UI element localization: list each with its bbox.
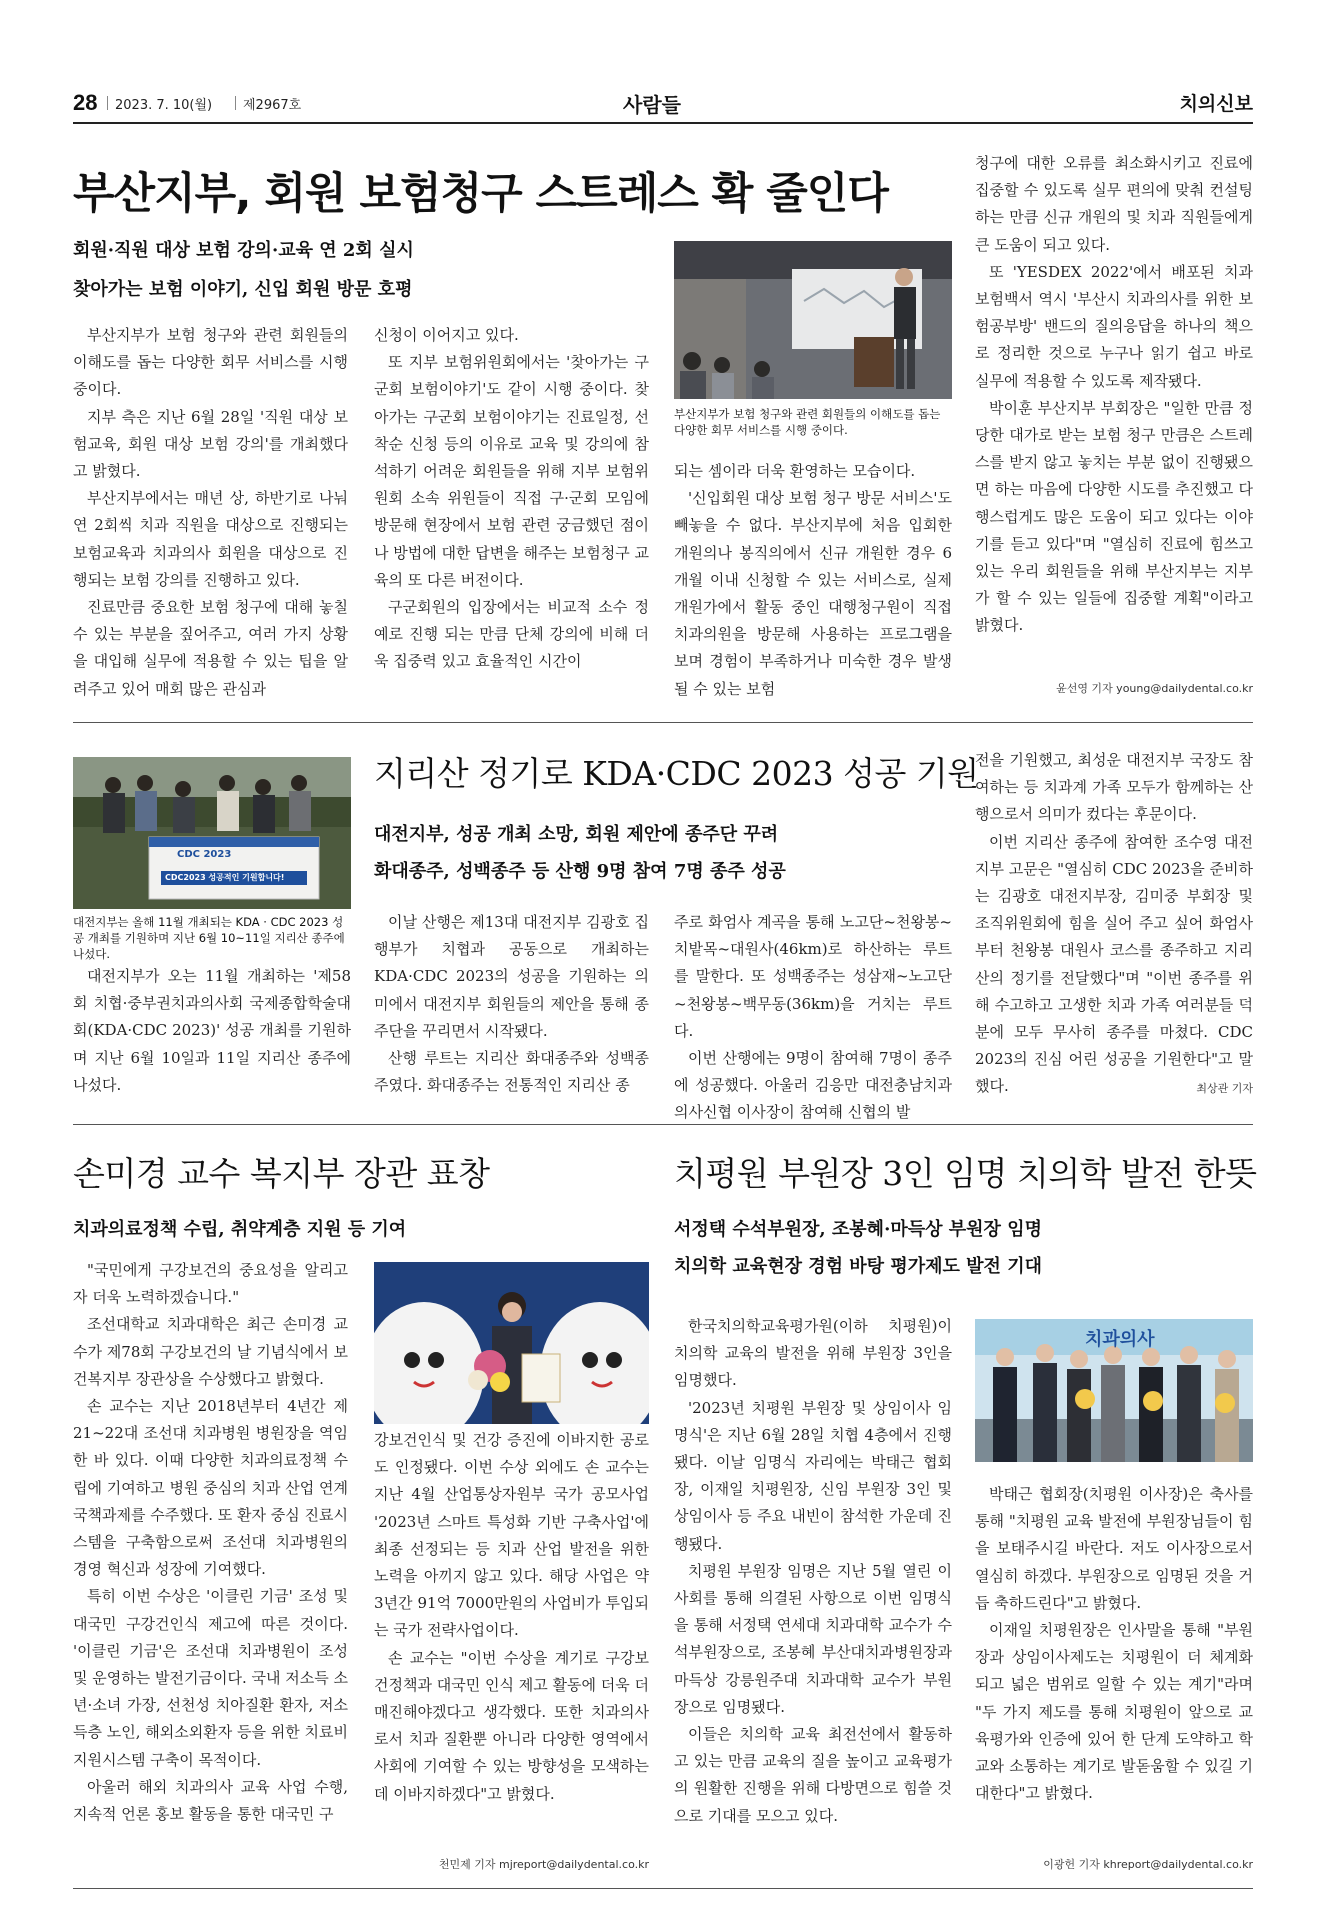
paragraph: '2023년 치평원 부원장 및 상임이사 임명식'은 지난 6월 28일 치협 4층에서 진행됐다. 이날 임명식 자리에는 박태근 협회장, 이재일 치평원장, 신임 부원장 3인 및 상임이사 등 주요 내빈이 참석한 가운데 진행됐다. <box>674 1398 952 1553</box>
article3-photo <box>374 1262 649 1424</box>
article2-subheadline: 대전지부, 성공 개최 소망, 회원 제안에 종주단 꾸려 <box>374 824 779 845</box>
paragraph: 부산지부에서는 매년 상, 하반기로 나눠 연 2회씩 치과 직원을 대상으로 진행되는 보험교육과 치과의사 회원을 대상으로 진행되는 보험 강의를 진행하고 있다. <box>73 489 348 589</box>
paragraph: 되는 셈이라 더욱 환영하는 모습이다. <box>674 462 916 480</box>
article1-subheadline: 찾아가는 보험 이야기, 신입 회원 방문 호평 <box>73 279 413 300</box>
paragraph: 이들은 치의학 교육 최전선에서 활동하고 있는 만큼 교육의 질을 높이고 교육평가의 원활한 진행을 위해 다방면으로 힘쓸 것으로 기대를 모으고 있다. <box>674 1725 952 1825</box>
paragraph: 대전지부가 오는 11월 개최하는 '제58회 치협·중부권치과의사회 국제종합학술대회(KDA·CDC 2023)' 성공 개최를 기원하며 지난 6월 10일과 11일 지리산 종주에 나섰다. <box>73 967 351 1094</box>
issue-date: 2023. 7. 10(월) <box>115 98 213 113</box>
paragraph: 산행 루트는 지리산 화대종주와 성백종주였다. 화대종주는 전통적인 지리산 종 <box>374 1049 649 1095</box>
paragraph: 또 'YESDEX 2022'에서 배포된 치과 보험백서 역시 '부산시 치과의사를 위한 보험공부방' 밴드의 질의응답을 하나의 책으로 정리한 것으로 누구나 읽기 쉽고 바로 실무에 적용할 수 있도록 제작됐다. <box>975 262 1253 390</box>
article3-headline: 손미경 교수 복지부 장관 표창 <box>73 1154 490 1193</box>
article2-column-1 <box>73 963 351 1099</box>
paragraph: 주로 화엄사 계곡을 통해 노고단~천왕봉~치밭목~대원사(46km)로 하산하는 루트를 말한다. 또 성백종주는 성삼재~노고단~천왕봉~백무동(36km)을 거치는 루트다. <box>674 913 952 1040</box>
paragraph: '신입회원 대상 보험 청구 방문 서비스'도 빼놓을 수 없다. 부산지부에 처음 입회한 개원의나 봉직의에서 신규 개원한 경우 6개월 이내 신청할 수 있는 서비스로, 실제 개원가에서 활동 중인 대행청구원이 직접 치과의원을 방문해 사용하는 프로그램을 보며 경험이 부족하거나 미숙한 경우 발생될 수 있는 보험 <box>674 489 952 698</box>
paragraph: 부산지부가 보험 청구와 관련 회원들의 이해도를 돕는 다양한 회무 서비스를 시행 중이다. <box>73 326 348 399</box>
article4-subheadline: 서정택 수석부원장, 조봉혜·마득상 부원장 임명 <box>674 1219 1042 1240</box>
article1-column-1 <box>73 322 348 703</box>
paragraph: 청구에 대한 오류를 최소화시키고 진료에 집중할 수 있도록 실무 편의에 맞춰 컨설팅 하는 만큼 신규 개원의 및 치과 직원들에게 큰 도움이 되고 있다. <box>975 154 1253 254</box>
article4-column-2 <box>975 1481 1253 1807</box>
paragraph: 신청이 이어지고 있다. <box>374 326 519 344</box>
paragraph: 손 교수는 지난 2018년부터 4년간 제21~22대 조선대 치과병원 병원장을 역임한 바 있다. 이때 다양한 치과의료정책 수립에 기여하고 병원 중심의 치과 산업 연계 국책과제를 수주했다. 또 환자 중심 진료시스템을 구축함으로써 조선대 치과병원의 경영 혁신과 성장에 기여했다. <box>73 1397 348 1579</box>
article4-headline: 치평원 부원장 3인 임명 치의학 발전 한뜻 <box>674 1154 1257 1193</box>
lecture-photo <box>674 241 952 399</box>
header-rule <box>73 122 1253 124</box>
article3-column-1 <box>73 1257 348 1828</box>
paragraph: 이재일 치평원장은 인사말을 통해 "부원장과 상임이사제도는 치평원이 더 체계화되고 넓은 범위로 일할 수 있는 계기"라며 "두 가지 제도를 통해 치평원이 앞으로 교육평가와 인증에 있어 한 단계 도약하고 학교와 소통하는 계기로 발돋움할 수 있길 기대한다"고 밝혔다. <box>975 1621 1253 1803</box>
article1-photo <box>674 241 952 399</box>
paragraph: 이번 지리산 종주에 참여한 조수영 대전지부 고문은 "열심히 CDC 2023을 준비하는 김광호 대전지부장, 김미중 부회장 및 조직위원회에 힘을 실어 주고 싶어 화엄사부터 천왕봉 대원사 코스를 종주하고 지리산의 정기를 전달했다"며 "이번 종주를 위해 수고하고 고생한 치과 가족 여러분들 덕분에 모두 무사히 종주를 마쳤다. CDC 2023의 진심 어린 성공을 기원한다"고 말했다. <box>975 832 1253 1096</box>
paragraph: 치평원 부원장 임명은 지난 5월 열린 이사회를 통해 의결된 사항으로 이번 임명식을 통해 서정택 연세대 치과대학 교수가 수석부원장으로, 조봉혜 부산대치과병원장과 마득상 강릉원주대 치과대학 교수가 부원장으로 임명됐다. <box>674 1561 952 1716</box>
paragraph: 진료만큼 중요한 보험 청구에 대해 놓칠 수 있는 부분을 짚어주고, 여러 가지 상황을 대입해 실무에 적용할 수 있는 팁을 알려주고 있어 매회 많은 관심과 <box>73 598 348 698</box>
banner-text-mid: CDC2023 성공적인 기원합니다! <box>165 873 285 882</box>
award-photo <box>374 1262 649 1424</box>
paragraph: 지부 측은 지난 6월 28일 '직원 대상 보험교육, 회원 대상 보험 강의'를 개최했다고 밝혔다. <box>73 407 348 481</box>
paragraph: 한국치의학교육평가원(이하 치평원)이 치의학 교육의 발전을 위해 부원장 3인을 임명했다. <box>674 1317 952 1390</box>
article1-byline: 윤선영 기자 young@dailydental.co.kr <box>1056 682 1253 695</box>
article-divider <box>73 722 1253 723</box>
article1-column-3 <box>674 458 952 703</box>
banner-text: 치과의사 <box>1085 1329 1155 1350</box>
paragraph: 아울러 해외 치과의사 교육 사업 수행, 지속적 언론 홍보 활동을 통한 대국민 구 <box>73 1777 348 1824</box>
article3-byline: 천민제 기자 mjreport@dailydental.co.kr <box>438 1858 649 1871</box>
paragraph: 전을 기원했고, 최성운 대전지부 국장도 참여하는 등 치과계 가족 모두가 함께하는 산행으로서 의미가 컸다는 후문이다. <box>975 751 1253 824</box>
paragraph: "국민에게 구강보건의 중요성을 알리고자 더욱 노력하겠습니다." <box>73 1261 348 1307</box>
paper-name: 치의신보 <box>1179 93 1253 115</box>
paragraph: 조선대학교 치과대학은 최근 손미경 교수가 제78회 구강보건의 날 기념식에서 보건복지부 장관상을 수상했다고 밝혔다. <box>73 1315 348 1388</box>
article2-photo <box>73 757 351 909</box>
article2-subheadline: 화대종주, 성백종주 등 산행 9명 참여 7명 종주 성공 <box>374 861 786 882</box>
paragraph: 박태근 협회장(치평원 이사장)은 축사를 통해 "치평원 교육 발전에 부원장님들이 힘을 보태주시길 바란다. 저도 이사장으로서 열심히 하겠다. 부원장으로 임명된 것을 거듭 축하드린다"고 밝혔다. <box>975 1485 1253 1612</box>
article3-subheadline: 치과의료정책 수립, 취약계층 지원 등 기여 <box>73 1219 407 1240</box>
article1-column-2 <box>374 322 649 676</box>
article4-column-1 <box>674 1313 952 1830</box>
article3-column-2 <box>374 1427 649 1808</box>
article2-headline: 지리산 정기로 KDA·CDC 2023 성공 기원 <box>374 754 979 793</box>
header-divider <box>235 96 236 110</box>
page-number: 28 <box>73 90 98 115</box>
issue-number: 제2967호 <box>243 98 302 113</box>
mountain-group-photo <box>73 757 351 909</box>
paragraph: 강보건인식 및 건강 증진에 이바지한 공로도 인정됐다. 이번 수상 외에도 손 교수는 지난 4월 산업통상자원부 국가 공모사업 '2023년 스마트 특성화 기반 구축사업'에 최종 선정되는 등 치과 산업 발전을 위한 노력을 아끼지 않고 있다. 해당 사업은 약 3년간 91억 7000만원의 사업비가 투입되는 국가 전략사업이다. <box>374 1431 649 1640</box>
paragraph: 구군회원의 입장에서는 비교적 소수 정예로 진행 되는 만큼 단체 강의에 비해 더욱 집중력 있고 효율적인 시간이 <box>374 598 649 671</box>
page-bottom-rule <box>73 1888 1253 1889</box>
article-divider <box>73 1124 1253 1125</box>
page-header <box>73 88 1253 122</box>
article1-column-4 <box>975 150 1253 640</box>
article2-column-2 <box>374 909 649 1099</box>
article4-byline: 이광헌 기자 khreport@dailydental.co.kr <box>1043 1858 1253 1871</box>
article4-subheadline: 치의학 교육현장 경험 바탕 평가제도 발전 기대 <box>674 1256 1042 1277</box>
paragraph: 박이훈 부산지부 부회장은 "일한 만큼 정당한 대가로 받는 보험 청구 만큼은 스트레스를 받지 않고 놓치는 부분 없이 진행됐으면 하는 마음에 다양한 시도를 추진했고 다행스럽게도 많은 도움이 되고 있다는 이야기를 듣고 있다"며 "열심히 진료에 힘쓰고 있는 우리 회원들을 위해 부산지부는 지부가 할 수 있는 일들에 집중할 계획"이라고 밝혔다. <box>975 398 1253 635</box>
article1-headline: 부산지부, 회원 보험청구 스트레스 확 줄인다 <box>73 169 888 219</box>
article1-subheadline: 회원·직원 대상 보험 강의·교육 연 2회 실시 <box>73 240 414 261</box>
article2-byline: 최상관 기자 <box>1196 1082 1253 1095</box>
article2-photo-caption: 대전지부는 올해 11월 개최되는 KDA · CDC 2023 성공 개최를 기원하며 지난 6월 10~11일 지리산 종주에 나섰다. <box>73 915 345 961</box>
article2-column-3 <box>674 909 952 1127</box>
section-title: 사람들 <box>623 93 681 117</box>
article1-photo-caption: 부산지부가 보험 청구와 관련 회원들의 이해도를 돕는 다양한 회무 서비스를 시행 중이다. <box>674 407 941 437</box>
header-divider <box>107 96 108 110</box>
paragraph: 이날 산행은 제13대 대전지부 김광호 집행부가 치협과 공동으로 개최하는 KDA·CDC 2023의 성공을 기원하는 의미에서 대전지부 회원들의 제안을 통해 종주단을 꾸리면서 시작됐다. <box>374 913 649 1040</box>
article2-column-4 <box>975 747 1253 1101</box>
paragraph: 특히 이번 수상은 '이클린 기금' 조성 및 대국민 구강건인식 제고에 따른 것이다. '이클린 기금'은 조선대 치과병원이 조성 및 운영하는 발전기금이다. 국내 저소득 소년·소녀 가장, 선천성 치아질환 환자, 저소득층 노인, 해외소외환자 등을 위한 치료비 지원시스템 구축이 목적이다. <box>73 1587 348 1769</box>
article4-photo <box>975 1319 1253 1462</box>
paragraph: 또 지부 보험위원회에서는 '찾아가는 구군회 보험이야기'도 같이 시행 중이다. 찾아가는 구군회 보험이야기는 진료일정, 선착순 신청 등의 이유로 교육 및 강의에 참석하기 어려운 회원들을 위해 지부 보험위원회 소속 위원들이 직접 구·군회 모임에 방문해 현장에서 보험 관련 궁금했던 점이나 방법에 대한 답변을 해주는 보험청구 교육의 또 다른 버전이다. <box>374 353 649 589</box>
paragraph: 이번 산행에는 9명이 참여해 7명이 종주에 성공했다. 아울러 김응만 대전충남치과의사신협 이사장이 참여해 신협의 발 <box>674 1049 952 1122</box>
paragraph: 손 교수는 "이번 수상을 계기로 구강보건정책과 대국민 인식 제고 활동에 더욱 더 매진해야겠다고 생각했다. 또한 치과의사로서 치과 질환뿐 아니라 다양한 영역에서 사회에 기여할 수 있는 방향성을 모색하는 데 이바지하겠다"고 밝혔다. <box>374 1648 649 1803</box>
banner-text-top: CDC 2023 <box>177 849 232 860</box>
